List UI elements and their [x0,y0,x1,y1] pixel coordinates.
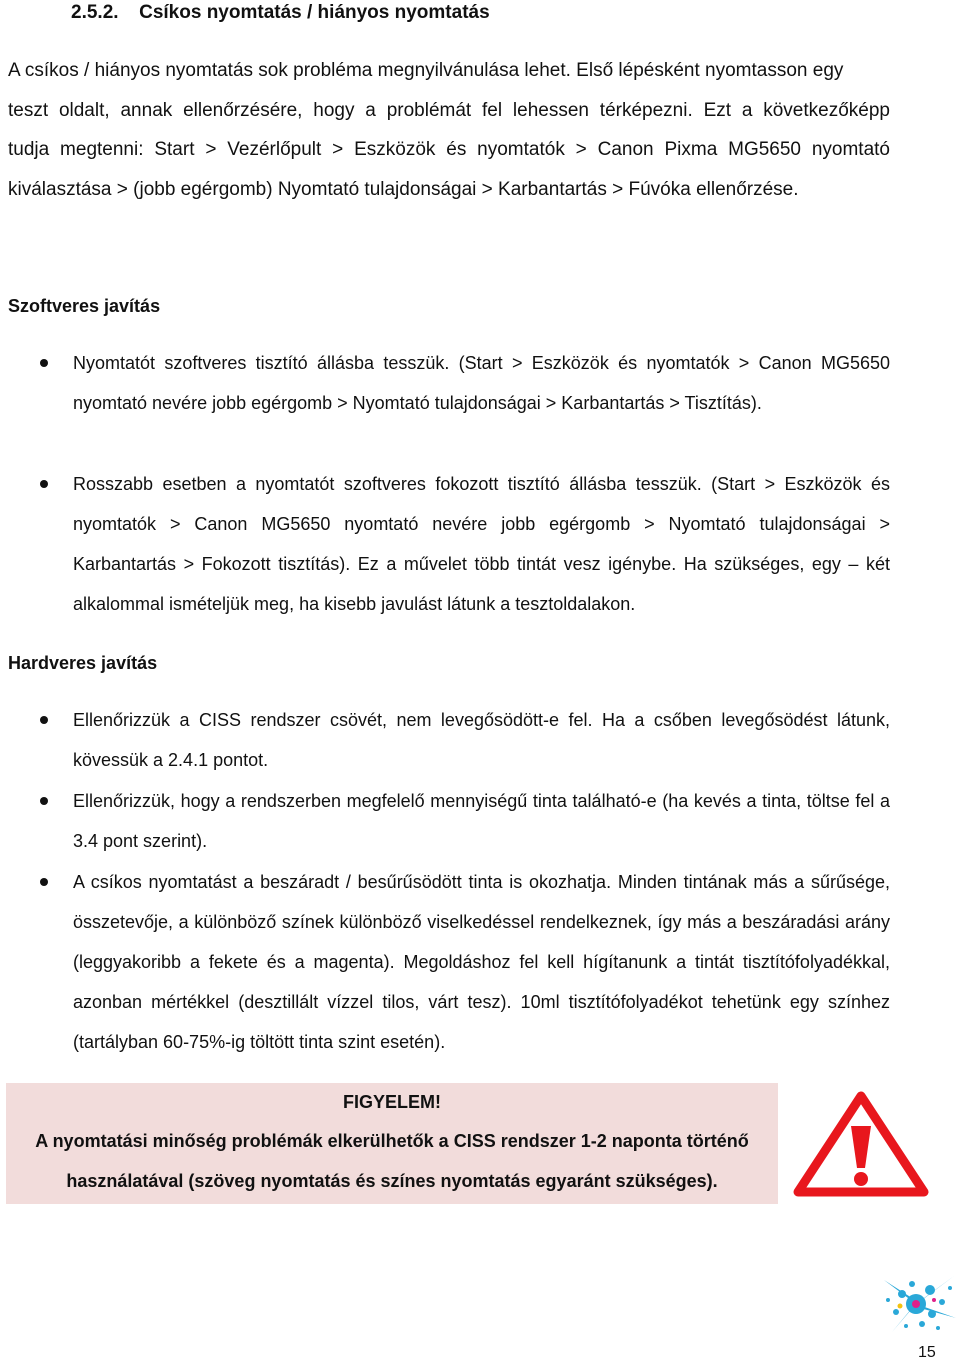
hardware-heading: Hardveres javítás [8,653,158,673]
list-item-text: Rosszabb esetben a nyomtatót szoftveres fokozott tisztító állásba tesszük. (Start > Eszközök és nyomtatók > Canon MG5650 nyomtató nevére jobb egérgomb > Nyomtató tulajdonságai > Karbantartás > Fokozott tisztítás). Ez a művelet több tintát vesz igénybe. Ha szükséges, egy – két alkalommal ismételjük meg, ha kisebb javulást látunk a tesztoldalakon. [73,474,890,614]
warning-title: FIGYELEM! [343,1092,441,1112]
warning-line: használatával (szöveg nyomtatás és színes nyomtatás egyaránt szükséges). [66,1171,718,1191]
section-heading [71,1,490,25]
list-item-text: Ellenőrizzük, hogy a rendszerben megfelelő mennyiségű tinta található-e (ha kevés a tinta, töltse fel a 3.4 pont szerint). [73,791,890,851]
splash-logo-icon [872,1270,960,1336]
bullet-icon [40,716,48,724]
bullet-icon [40,878,48,886]
list-item-text: Nyomtatót szoftveres tisztító állásba tesszük. (Start > Eszközök és nyomtatók > Canon MG5650 nyomtató nevére jobb egérgomb > Nyomtató tulajdonságai > Karbantartás > Tisztítás). [73,353,890,413]
bullet-icon [40,797,48,805]
warning-body [6,1121,778,1201]
software-heading: Szoftveres javítás [8,296,161,316]
intro-line: A csíkos / hiányos nyomtatás sok probléma megnyilvánulása lehet. Első lépésként nyomtasson egy [8,60,844,81]
list-item-text: A csíkos nyomtatást a beszáradt / besűrűsödött tinta is okozhatja. Minden tintának más a sűrűsége, összetevője, a különböző színek különböző viselkedéssel rendelkeznek, így más a beszáradási arány (leggyakoribb a fekete és a magenta). Megoldáshoz fel kell hígítanunk a tintát tisztítófolyadékkal, azonban mértékkel (desztillált vízzel tilos, várt tesz). 10ml tisztítófolyadékot tehetünk egy színhez (tartályban 60-75%-ig töltött tinta szint esetén). [73,872,890,1052]
bullet-icon [40,359,48,367]
warning-triangle-icon [793,1090,929,1198]
intro-line: teszt oldalt, annak ellenőrzésére, hogy a problémát fel lehessen térképezni. Ezt a következőképp [8,100,890,121]
warning-line: A nyomtatási minőség problémák elkerülhetők a CISS rendszer 1-2 naponta történő [35,1131,749,1151]
section-number: 2.5.2. [71,2,119,23]
page-number: 15 [918,1344,936,1361]
warning-box [6,1083,778,1204]
bullet-icon [40,480,48,488]
section-title: Csíkos nyomtatás / hiányos nyomtatás [139,2,490,23]
intro-line: kiválasztása > (jobb egérgomb) Nyomtató tulajdonságai > Karbantartás > Fúvóka ellenőrzése. [8,179,799,200]
list-item-text: Ellenőrizzük a CISS rendszer csövét, nem levegősödött-e fel. Ha a csőben levegősödést látunk, kövessük a 2.4.1 pontot. [73,710,890,770]
intro-line: tudja megtenni: Start > Vezérlőpult > Eszközök és nyomtatók > Canon Pixma MG5650 nyomtató [8,139,890,160]
